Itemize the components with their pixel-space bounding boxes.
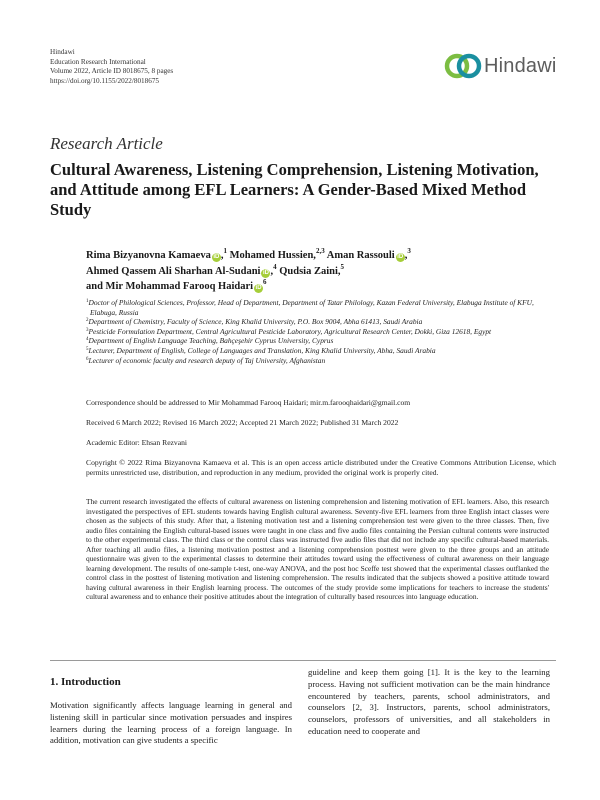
section-heading: 1. Introduction — [50, 676, 121, 688]
correspondence: Correspondence should be addressed to Mir Mohammad Farooq Haidari; mir.m.farooqhaidari@gmail.com — [86, 398, 411, 407]
logo-wordmark: Hindawi — [484, 55, 557, 77]
publication-dates: Received 6 March 2022; Revised 16 March 2022; Accepted 21 March 2022; Published 31 March 2022 — [86, 418, 399, 427]
volume-info: Volume 2022, Article ID 8018675, 8 pages — [50, 67, 174, 75]
doi-link[interactable]: https://doi.org/10.1155/2022/8018675 — [50, 76, 160, 85]
journal-header — [50, 48, 173, 86]
orcid-icon[interactable]: iD — [255, 285, 262, 291]
abstract: The current research investigated the effects of cultural awareness on listening comprehension and listening motivation of EFL learners. Also, this research investigated the perspectives of EFL students towards having English cultural awareness. Seventy-five EFL learners from three English intact classes were chosen as the subjects of this study. After that, a listening motivation test and a listening comprehension test were given to the three classes. Then, five audio files containing the English cultural-based issues were taught in one class and five audio files containing the Persian cultural contents were instructed to the other experimental class. The third class or the control class was instructed five audio files that did not include any specific cultural-based materials. After teaching all audio files, a listening motivation posttest and a listening comprehension posttest were given to the three groups and an attitude questionnaire was given to the experimental classes to determine their attitudes toward using the effectiveness of cultural awareness on their language learning development. The results of one-sample t-test, one-way ANOVA, and the post hoc Sceffe test showed that the experimental classes outflanked the control class in the posttest of listening motivation and listening comprehension. The results indicated that the subjects showed a positive attitude toward having cultural awareness in their English learning process. The outcomes of the study provide some implications for teachers to increase the students' cultural awareness and to enhance their positive attitudes about the integration of culturally based resources into language education. — [86, 497, 549, 602]
journal-name: Education Research International — [50, 57, 146, 66]
affiliation: $^2$Department of Chemistry, Faculty of Science, King Khalid University, P.O. Box 9004, Abha 61413, Saudi Arabia — [86, 317, 423, 327]
affiliation: $^6$Lecturer of economic faculty and research deputy of Taj University, Afghanistan — [86, 355, 326, 365]
author: and Mir Mohammad Farooq Haidari $iD^6$ — [86, 278, 267, 292]
article-title: Cultural Awareness, Listening Comprehension, Listening Motivation, and Attitude among EFL Learners: A Gender-Based Mixed Method Study — [50, 160, 539, 219]
author: Aman Rassouli iD ,$^3$ — [326, 247, 411, 261]
affiliation: $^5$Lecturer, Department of English, College of Languages and Translation, King Khalid University, Abha, Saudi Arabia — [86, 345, 436, 355]
affiliation: $^1$Doctor of Philological Sciences, Professor, Head of Department, Department of Tatar Philology, Kazan Federal University, Elabuga Institute of KFU, Elabuga, Russia — [86, 298, 534, 317]
author: Rima Bizyanovna Kamaeva iD ,$^1$ — [86, 247, 227, 261]
copyright-notice: Copyright © 2022 Rima Bizyanovna Kamaeva et al. This is an open access article distributed under the Creative Commons Attribution License, which permits unrestricted use, distribution, and reproduction in any medium, provided the original work is properly cited. — [86, 458, 556, 477]
author: Mohamed Hussien,$^{2,3}$ — [229, 247, 325, 261]
orcid-icon[interactable]: iD — [397, 254, 404, 260]
orcid-icon[interactable]: iD — [262, 269, 269, 276]
section-divider — [50, 660, 556, 661]
orcid-icon[interactable]: iD — [213, 254, 220, 260]
academic-editor: Academic Editor: Ehsan Rezvani — [86, 438, 188, 447]
hindawi-rings-icon — [444, 48, 484, 84]
hindawi-logo[interactable] — [444, 48, 556, 84]
affiliation: $^4$Department of English Language Teaching, Bahçeşehir Cyprus University, Cyprus — [86, 336, 334, 346]
body-column-right: guideline and keep them going [1]. It is the key to the learning process. Having not sufficient motivation can be the main hindrance encountered by teachers, parents, school administrators, and counselors [2, 3]. Instructors, parents, school administrators, counselors, professors of universities, and all stakeholders in education need to cooperate and — [308, 667, 550, 736]
author: Qudsia Zaini,$^5$ — [279, 262, 344, 277]
affiliations — [86, 298, 556, 365]
author-list — [86, 248, 556, 295]
article-type: Research Article — [50, 134, 163, 153]
body-column-left: Motivation significantly affects language learning in general and listening skill in particular since motivation persuades and inspires learners during the learning process of a foreign language. In addition, motivation can give students a specific — [50, 700, 292, 746]
publisher-line: Hindawi — [50, 48, 75, 56]
author: Ahmed Qassem Ali Sharhan Al-Sudani iD ,$^4$ — [86, 262, 277, 277]
affiliation: $^3$Pesticide Formulation Department, Central Agricultural Pesticide Laboratory, Agricultural Research Center, Dokki, Giza 12618, Egypt — [86, 326, 492, 336]
